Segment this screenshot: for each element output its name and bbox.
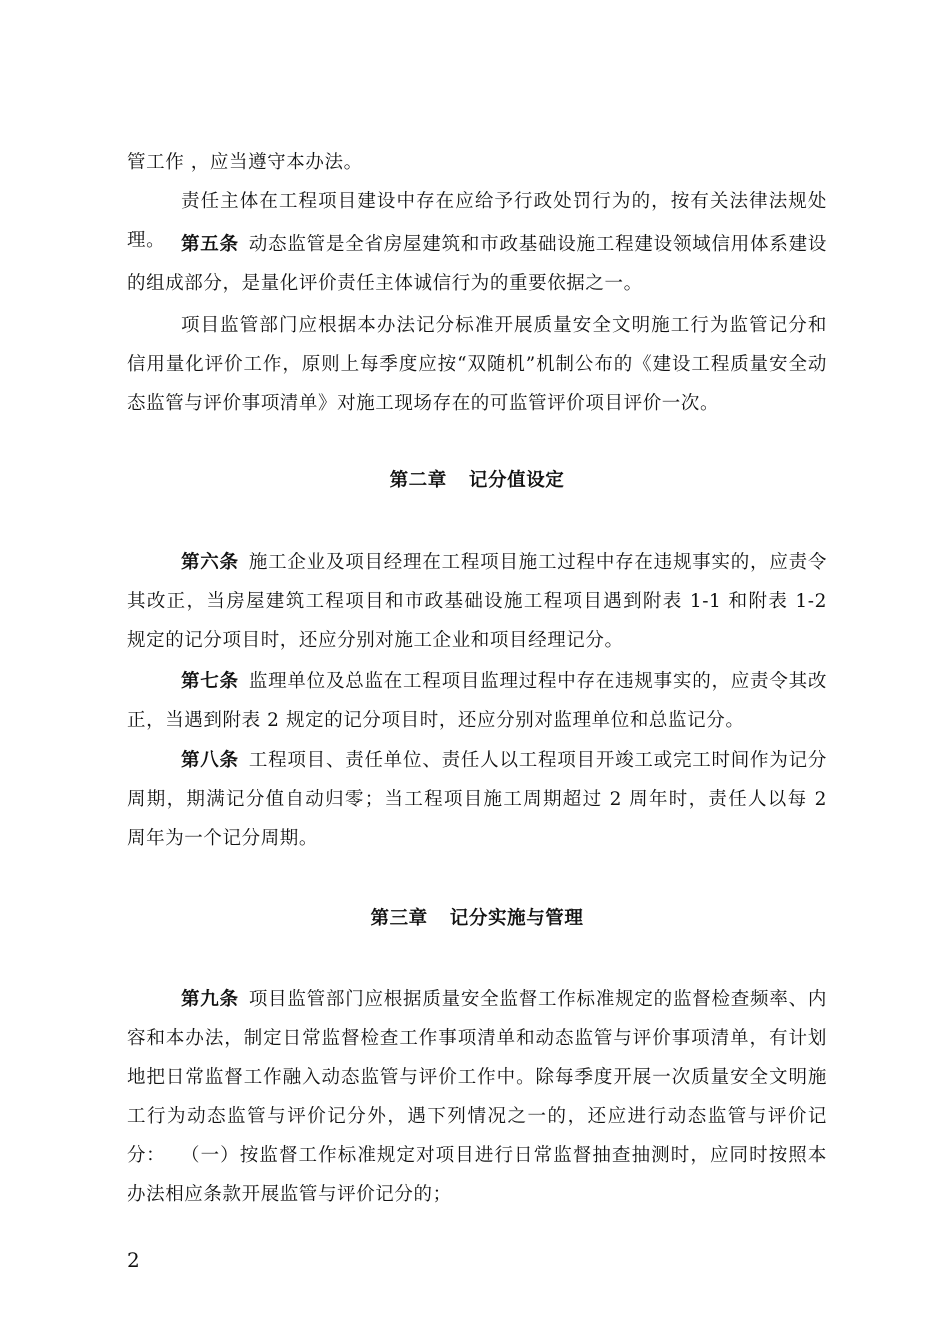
article-8-label: 第八条 [181, 750, 239, 771]
paragraph-evaluation: 项目监管部门应根据本办法记分标准开展质量安全文明施工行为监管记分和信用量化评价工作，原则上每季度应按“双随机”机制公布的《建设工程质量安全动态监管与评价事项清单》对施工现场存在的可监管评价项目评价一次。 [127, 315, 827, 414]
article-6-label: 第六条 [181, 552, 239, 573]
article-7-text: 监理单位及总监在工程项目监理过程中存在违规事实的，应责令其改正，当遇到附表 2 规定的记分项目时，还应分别对监理单位和总监记分。 [127, 671, 827, 731]
article-6-text: 施工企业及项目经理在工程项目施工过程中存在违规事实的，应责令其改正，当房屋建筑工程项目和市政基础设施工程项目遇到附表 1-1 和附表 1-2 规定的记分项目时，还应分别对施工企业和项目经理记分。 [127, 552, 827, 651]
chapter-2-title: 记分值设定 [468, 470, 565, 491]
page-number: 2 [127, 1248, 140, 1272]
list-item-1: （一）按监督工作标准规定对项目进行日常监督抽查抽测时，应同时按照本办法相应条款开展监管与评价记分的； [127, 1145, 827, 1205]
article-7 [127, 662, 827, 740]
chapter-3-heading [127, 904, 827, 934]
chapter-2-heading [127, 466, 827, 496]
article-9-label: 第九条 [181, 989, 239, 1010]
article-5-label: 第五条 [181, 234, 239, 255]
article-5-text: 动态监管是全省房屋建筑和市政基础设施工程建设领域信用体系建设的组成部分，是量化评价责任主体诚信行为的重要依据之一。 [127, 234, 827, 294]
chapter-3-number: 第三章 [370, 908, 428, 929]
article-5 [127, 225, 827, 303]
paragraph-continuation: 管工作 ，应当遵守本办法。 [127, 152, 363, 173]
article-8-text: 工程项目、责任单位、责任人以工程项目开竣工或完工时间作为记分周期，期满记分值自动归零；当工程项目施工周期超过 2 周年时，责任人以每 2 周年为一个记分周期。 [127, 750, 827, 849]
paragraph-penalty: 责任主体在工程项目建设中存在应给予行政处罚行为的，按有关法律法规处理。 [127, 191, 827, 251]
chapter-3-title: 记分实施与管理 [449, 908, 584, 929]
chapter-2-number: 第二章 [389, 470, 447, 491]
article-6 [127, 543, 827, 660]
article-7-label: 第七条 [181, 671, 239, 692]
article-9-text: 项目监管部门应根据质量安全监督工作标准规定的监督检查频率、内容和本办法，制定日常监督检查工作事项清单和动态监管与评价事项清单，有计划地把日常监督工作融入动态监管与评价工作中。除每季度开展一次质量安全文明施工行为动态监管与评价记分外，遇下列情况之一的，还应进行动态监管与评价记分： [127, 989, 827, 1166]
article-8 [127, 741, 827, 858]
